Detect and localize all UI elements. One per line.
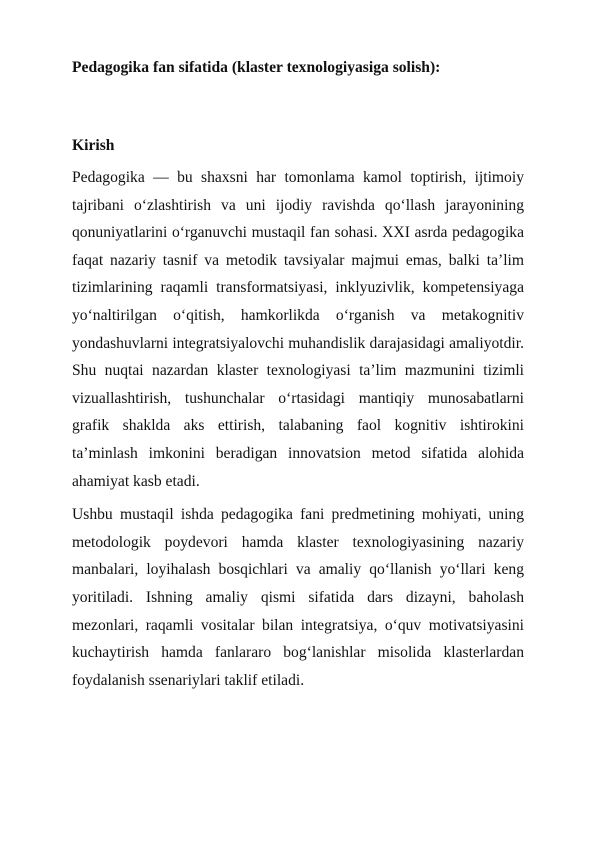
paragraph-1: Pedagogika — bu shaxsni har tomonlama kamol toptirish, ijtimoiy tajribani o‘zlashtirish va uni ijodiy ravishda qo‘llash jarayonining qonuniyatlarini o‘rganuvchi mustaqil fan sohasi. XXI asrda pedagogika faqat nazariy tasnif va metodik tavsiyalar majmui emas, balki ta’lim tizimlarining raqamli transformatsiyasi, inklyuzivlik, kompetensiyaga yo‘naltirilgan o‘qitish, hamkorlikda o‘rganish va metakognitiv yondashuvlarni integratsiyalovchi muhandislik darajasidagi amaliyotdir. Shu nuqtai nazardan klaster texnologiyasi ta’lim mazmunini tizimli vizuallashtirish, tushunchalar o‘rtasidagi mantiqiy munosabatlarni grafik shaklda aks ettirish, talabaning faol kognitiv ishtirokini ta’minlash imkonini beradigan innovatsion metod sifatida alohida ahamiyat kasb etadi. (72, 169, 524, 490)
document-title: Pedagogika fan sifatida (klaster texnologiyasiga solish): (72, 59, 441, 76)
paragraph-2: Ushbu mustaqil ishda pedagogika fani predmetining mohiyati, uning metodologik poydevori hamda klaster texnologiyasining nazariy manbalari, loyihalash bosqichlari va amaliy qo‘llanish yo‘llari keng yoritiladi. Ishning amaliy qismi sifatida dars dizayni, baholash mezonlari, raqamli vositalar bilan integratsiya, o‘quv motivatsiyasini kuchaytirish hamda fanlararo bog‘lanishlar misolida klasterlardan foydalanish ssenariylari taklif etiladi. (72, 506, 524, 689)
section-heading-kirish: Kirish (72, 137, 115, 154)
document-page (72, 56, 524, 694)
